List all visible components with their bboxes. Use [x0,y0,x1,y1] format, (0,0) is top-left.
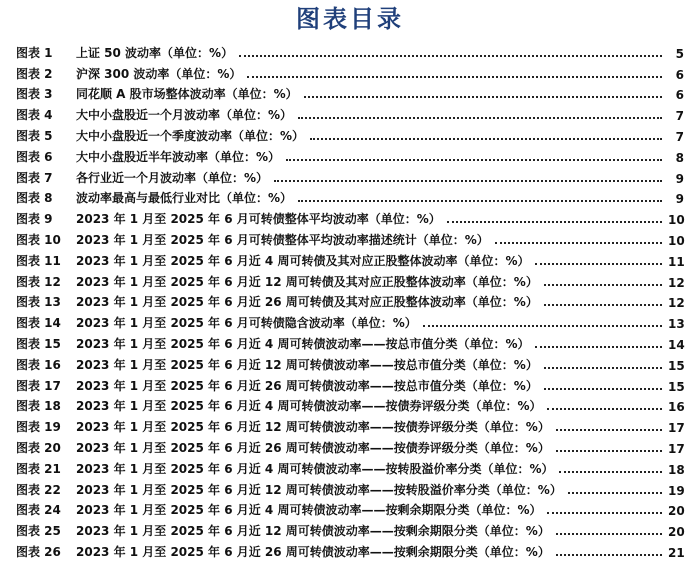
toc-entry-page-number: 9 [675,171,684,186]
toc-entry-label: 图表 14 [16,316,61,331]
toc-entry[interactable] [16,269,684,290]
toc-entry-page-number: 7 [675,109,684,124]
toc-entry-page-number: 6 [675,88,684,103]
toc-entry-page-number: 17 [668,441,685,456]
toc-entry-page-number: 12 [668,296,685,311]
toc-entry[interactable] [16,206,684,227]
toc-entry-title: 2023 年 1 月至 2025 年 6 月可转债整体平均波动率（单位：%） [76,212,441,227]
toc-list [16,40,684,560]
dot-leader [298,116,662,119]
toc-entry-page-number: 13 [668,317,685,332]
toc-entry[interactable] [16,290,684,311]
toc-entry[interactable] [16,498,684,519]
toc-entry-title: 2023 年 1 月至 2025 年 6 月可转债整体平均波动率描述统计（单位：%） [76,232,489,247]
dot-leader [535,262,662,265]
toc-entry-page-number: 8 [675,150,684,165]
dot-leader [544,303,662,306]
toc-entry-title: 同花顺 A 股市场整体波动率（单位：%） [76,87,298,102]
toc-entry-page-number: 5 [675,46,684,61]
toc-entry[interactable] [16,248,684,269]
toc-entry-page-number: 15 [668,379,685,394]
dot-leader [239,54,662,57]
toc-entry-label: 图表 17 [16,378,61,393]
toc-entry-label: 图表 22 [16,482,61,497]
dot-leader [247,75,662,78]
dot-leader [547,511,662,514]
page-title: 图表目录 [296,4,404,33]
toc-entry-title: 各行业近一个月波动率（单位：%） [76,170,269,185]
toc-entry-page-number: 12 [668,275,685,290]
toc-entry-label: 图表 8 [16,191,53,206]
toc-entry[interactable] [16,165,684,186]
toc-entry-label: 图表 3 [16,87,53,102]
toc-entry-label: 图表 18 [16,399,61,414]
toc-entry-label: 图表 1 [16,45,53,60]
toc-entry-page-number: 10 [668,233,685,248]
dot-leader [274,179,662,182]
toc-entry-title: 2023 年 1 月至 2025 年 6 月近 12 周可转债波动率——按总市值分类（单位：%） [76,357,538,372]
toc-entry-page-number: 11 [668,254,685,269]
toc-entry-label: 图表 20 [16,440,61,455]
toc-entry[interactable] [16,102,684,123]
dot-leader [298,199,662,202]
toc-entry-title: 2023 年 1 月至 2025 年 6 月近 12 周可转债波动率——按债券评级分类（单位：%） [76,420,550,435]
dot-leader [310,137,662,140]
dot-leader [568,491,662,494]
dot-leader [556,449,662,452]
toc-entry-label: 图表 9 [16,212,53,227]
toc-entry[interactable] [16,331,684,352]
toc-entry-title: 2023 年 1 月至 2025 年 6 月近 12 周可转债及其对应正股整体波动率（单位：%） [76,274,538,289]
toc-entry[interactable] [16,144,684,165]
toc-entry-label: 图表 4 [16,108,53,123]
dot-leader [535,345,662,348]
toc-entry-title: 2023 年 1 月至 2025 年 6 月近 4 周可转债波动率——按总市值分类（单位：%） [76,336,530,351]
toc-entry[interactable] [16,456,684,477]
toc-entry-label: 图表 10 [16,232,61,247]
toc-entry-label: 图表 25 [16,524,61,539]
toc-entry[interactable] [16,186,684,207]
toc-entry-title: 大中小盘股近一个季度波动率（单位：%） [76,128,305,143]
dot-leader [495,241,662,244]
toc-entry[interactable] [16,227,684,248]
toc-entry-label: 图表 16 [16,357,61,372]
toc-entry[interactable] [16,61,684,82]
toc-entry-title: 沪深 300 波动率（单位：%） [76,66,242,81]
toc-entry[interactable] [16,123,684,144]
dot-leader [556,428,662,431]
toc-entry[interactable] [16,518,684,539]
dot-leader [544,387,662,390]
toc-entry-title: 2023 年 1 月至 2025 年 6 月近 4 周可转债及其对应正股整体波动率（单位：%） [76,253,530,268]
toc-entry-title: 大中小盘股近一个月波动率（单位：%） [76,108,293,123]
toc-entry[interactable] [16,40,684,61]
toc-entry-title: 大中小盘股近半年波动率（单位：%） [76,149,281,164]
toc-entry-label: 图表 21 [16,461,61,476]
toc-entry-page-number: 9 [675,192,684,207]
dot-leader [286,158,662,161]
toc-entry-page-number: 20 [668,525,685,540]
toc-entry-title: 波动率最高与最低行业对比（单位：%） [76,191,293,206]
toc-entry-label: 图表 19 [16,420,61,435]
toc-entry-label: 图表 7 [16,170,53,185]
toc-entry-label: 图表 13 [16,295,61,310]
toc-entry-title: 2023 年 1 月至 2025 年 6 月近 12 周可转债波动率——按转股溢价率分类（单位：%） [76,482,562,497]
toc-entry-label: 图表 12 [16,274,61,289]
toc-entry-title: 2023 年 1 月至 2025 年 6 月近 4 周可转债波动率——按债券评级分类（单位：%） [76,399,542,414]
toc-entry-page-number: 6 [675,67,684,82]
toc-entry-page-number: 14 [668,337,685,352]
toc-entry[interactable] [16,539,684,560]
toc-entry-title: 2023 年 1 月至 2025 年 6 月近 4 周可转债波动率——按剩余期限分类（单位：%） [76,503,542,518]
toc-entry-page-number: 10 [668,213,685,228]
dot-leader [559,470,662,473]
toc-entry-title: 2023 年 1 月至 2025 年 6 月近 26 周可转债波动率——按债券评级分类（单位：%） [76,440,550,455]
toc-entry-page-number: 15 [668,358,685,373]
toc-entry-title: 2023 年 1 月至 2025 年 6 月近 12 周可转债波动率——按剩余期限分类（单位：%） [76,524,550,539]
dot-leader [544,283,662,286]
toc-entry-title: 2023 年 1 月至 2025 年 6 月近 26 周可转债波动率——按剩余期限分类（单位：%） [76,544,550,559]
toc-entry-label: 图表 5 [16,128,53,143]
toc-entry[interactable] [16,414,684,435]
toc-entry-page-number: 19 [668,483,685,498]
dot-leader [556,553,662,556]
toc-entry[interactable] [16,82,684,103]
toc-entry-title: 2023 年 1 月至 2025 年 6 月近 26 周可转债及其对应正股整体波动率（单位：%） [76,295,538,310]
dot-leader [544,366,662,369]
dot-leader [423,324,662,327]
toc-entry-label: 图表 6 [16,149,53,164]
dot-leader [304,95,662,98]
toc-entry-title: 2023 年 1 月至 2025 年 6 月近 4 周可转债波动率——按转股溢价率分类（单位：%） [76,461,554,476]
toc-entry-label: 图表 15 [16,336,61,351]
toc-entry-page-number: 20 [668,504,685,519]
toc-entry-label: 图表 11 [16,253,61,268]
toc-entry-label: 图表 2 [16,66,53,81]
dot-leader [547,407,662,410]
toc-entry-page-number: 18 [668,462,685,477]
toc-entry-label: 图表 26 [16,544,61,559]
dot-leader [447,220,662,223]
toc-entry[interactable] [16,373,684,394]
toc-entry[interactable] [16,394,684,415]
toc-entry-title: 2023 年 1 月至 2025 年 6 月可转债隐含波动率（单位：%） [76,316,417,331]
toc-entry[interactable] [16,435,684,456]
dot-leader [556,532,662,535]
toc-entry-page-number: 16 [668,400,685,415]
toc-entry-title: 2023 年 1 月至 2025 年 6 月近 26 周可转债波动率——按总市值分类（单位：%） [76,378,538,393]
toc-entry[interactable] [16,352,684,373]
toc-entry-page-number: 21 [668,545,685,560]
toc-entry[interactable] [16,477,684,498]
toc-entry-label: 图表 24 [16,503,61,518]
toc-entry-page-number: 17 [668,421,685,436]
toc-entry-page-number: 7 [675,129,684,144]
toc-entry[interactable] [16,310,684,331]
toc-entry-title: 上证 50 波动率（单位：%） [76,45,234,60]
